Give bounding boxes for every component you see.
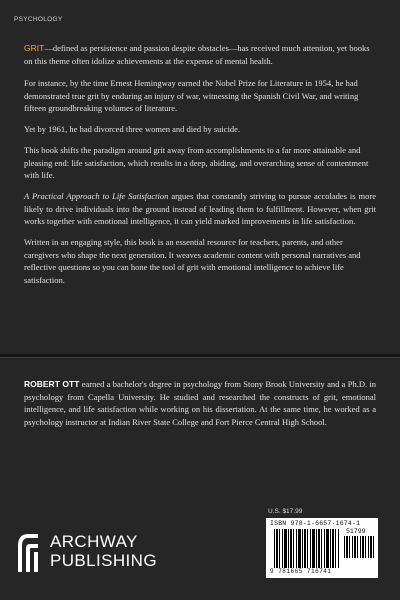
publisher-name-line2: PUBLISHING [50,551,157,570]
author-bio [24,378,376,428]
genre-label: PSYCHOLOGY [14,16,63,23]
price-label: U.S. $17.99 [268,508,303,515]
blurb-paragraph-suicide: Yet by 1961, he had divorced three women and died by suicide. [24,124,241,134]
isbn-number: ISBN 978-1-6657-1674-1 [270,520,361,527]
barcode [266,518,378,578]
author-bio-text: earned a bachelor's degree in psychology from Stony Brook University and a Ph.D. in psychology from Capella University. He studied and researched the constructs of grit, emotional intelligence, and life satisfaction while working on his dissertation. At the same time, he worked as a psychology instructor at Indian River State College and Fort Pierce Central High School. [24,379,376,427]
publisher-logo [16,530,166,574]
blurb-paragraph-closing: Written in an engaging style, this book is an essential resource for teachers, parents, and other caregivers who shape the next generation. It weaves academic content with personal narratives and reflective questions so you can hone the tool of grit with emotional intelligence to achieve life satisfaction. [24,237,361,285]
blurb-paragraph-hemingway: For instance, by the time Ernest Hemingway earned the Nobel Prize for Literature in 1954, he had demonstrated true grit by enduring an injury of war, witnessing the Spanish Civil War, and writing fifteen groundbreaking volumes of literature. [24,78,359,113]
archway-arch-icon [16,532,40,572]
blurb-paragraph-title [24,190,376,228]
title-paragraph-text: argues that constantly striving to pursue accolades is more likely to drive individuals into the ground instead of leading them to fulfillment. However, when grit works together with emotional intelligence, it can yield marked improvements in life satisfaction. [24,191,376,226]
addon-barcode-bars [344,536,374,558]
author-name: ROBERT OTT [24,379,80,389]
grit-highlight: GRIT [24,43,45,53]
blurb [24,42,376,295]
price-addon-code: 51799 [346,528,366,535]
intro-text: —defined as persistence and passion despite obstacles—has received much attention, yet books on this theme often idolize achievements at the expense of mental health. [24,43,370,66]
barcode-bars [274,529,340,568]
publisher-name-line1: ARCHWAY [50,532,138,551]
intro-paragraph [24,42,376,67]
blurb-paragraph-paradigm: This book shifts the paradigm around grit away from accomplishments to a far more attainable and pleasing end: life satisfaction, which results in a deep, abiding, and overarching sense of contentment with life. [24,145,369,180]
ean-number: 9 781665 716741 [270,568,332,575]
book-title: A Practical Approach to Life Satisfaction [24,191,169,201]
section-divider [0,354,400,357]
